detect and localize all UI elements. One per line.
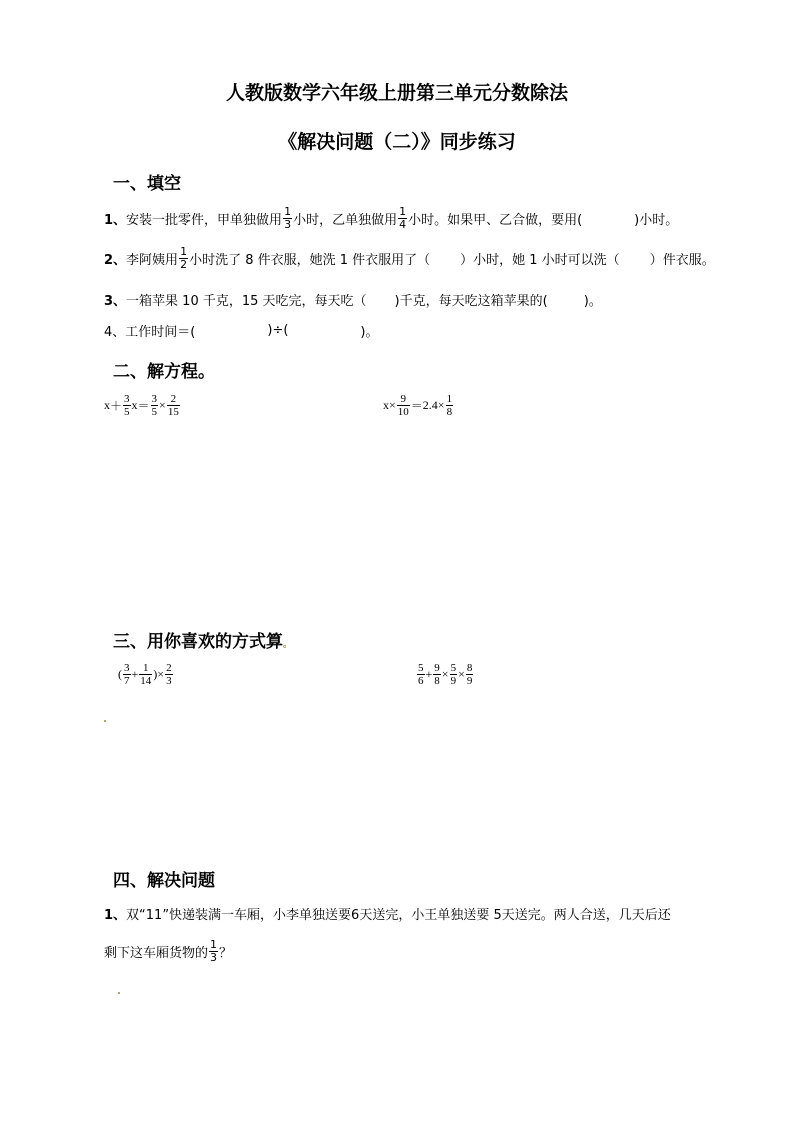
operator: × xyxy=(437,398,445,412)
fraction: $\frac{1}{2}$ xyxy=(180,245,188,271)
section-heading-fill-blank: 一、填空 xyxy=(113,174,181,194)
fraction: $\frac{1}{3}$ xyxy=(210,938,218,964)
fraction: $\frac{5}{6}$ xyxy=(418,662,424,687)
fraction: $\frac{5}{9}$ xyxy=(450,662,457,687)
section-heading-equations: 二、解方程。 xyxy=(113,362,215,382)
question-1-3 xyxy=(104,290,602,309)
expression-1 xyxy=(118,662,174,687)
equation-1 xyxy=(104,393,181,418)
operator: ＝ xyxy=(137,399,150,413)
question-number: 2、 xyxy=(104,253,127,268)
fraction: $\frac{3}{5}$ xyxy=(151,393,158,418)
question-4-1-line1 xyxy=(104,904,671,923)
operator: × xyxy=(159,398,166,412)
question-number: 4、 xyxy=(104,325,126,340)
section-heading-text: 三、用你喜欢的方式算 xyxy=(113,632,283,652)
variable: x xyxy=(131,398,138,412)
question-text: 小时洗了 8 件衣服，她洗 1 件衣服用了（ xyxy=(189,253,431,268)
question-text: )÷( xyxy=(267,323,289,338)
question-text: ）件衣服。 xyxy=(649,253,715,268)
question-text: 李阿姨用 xyxy=(126,253,179,268)
operator: × xyxy=(157,667,165,681)
variable: x xyxy=(104,398,110,412)
paren: ) xyxy=(153,667,158,681)
operator: × xyxy=(389,398,396,412)
fraction: $\frac{1}{8}$ xyxy=(446,393,453,418)
question-text: 小时，乙单独做用 xyxy=(293,213,398,228)
fraction: $\frac{8}{9}$ xyxy=(466,662,473,687)
operator: × xyxy=(441,667,449,681)
fraction: $\frac{1}{4}$ xyxy=(399,205,407,231)
fraction: $\frac{2}{3}$ xyxy=(166,662,172,687)
question-text: 小时。如果甲、乙合做，要用( xyxy=(408,213,583,228)
question-text: )。 xyxy=(583,294,602,309)
question-number: 1、 xyxy=(104,908,127,923)
question-text: 工作时间＝( xyxy=(125,325,196,340)
question-number: 1、 xyxy=(104,213,127,228)
fraction: $\frac{9}{8}$ xyxy=(434,662,440,687)
fraction: $\frac{3}{5}$ xyxy=(124,393,130,418)
question-text: 双“11”快递装满一车厢，小李单独送要6天送完，小王单独送要 5天送完。两人合送，几天后还 xyxy=(126,908,671,923)
operator: × xyxy=(458,667,465,681)
question-1-2 xyxy=(104,246,715,271)
question-1-1 xyxy=(104,206,678,231)
question-text: 一箱苹果 10 千克，15 天吃完，每天吃（ xyxy=(126,294,367,309)
paren: ( xyxy=(118,667,122,681)
section-heading-problem-solving: 四、解决问题 xyxy=(113,871,215,891)
question-number: 3、 xyxy=(104,294,127,309)
expression-2 xyxy=(416,662,474,687)
operator: ＋ xyxy=(110,399,123,413)
fraction: $\frac{3}{7}$ xyxy=(124,662,130,687)
stray-mark xyxy=(118,992,120,994)
question-1-4 xyxy=(104,321,378,340)
heading-dot: 。 xyxy=(283,640,293,650)
question-text: )小时。 xyxy=(634,213,679,228)
question-text: 剩下这车厢货物的 xyxy=(104,946,209,961)
stray-mark xyxy=(104,720,106,722)
question-text: )。 xyxy=(360,325,379,340)
fraction: $\frac{1}{3}$ xyxy=(284,205,292,231)
question-text: )千克，每天吃这箱苹果的( xyxy=(394,294,548,309)
operator: ＝ xyxy=(410,399,423,413)
operator: + xyxy=(425,667,433,681)
question-text: ）小时，她 1 小时可以洗（ xyxy=(460,253,620,268)
question-text: ？ xyxy=(219,946,233,961)
fraction: $\frac{2}{15}$ xyxy=(167,393,179,418)
question-text: 安装一批零件，甲单独做用 xyxy=(126,213,283,228)
operator: + xyxy=(131,667,139,681)
number: 2.4 xyxy=(422,398,438,412)
fraction: $\frac{9}{10}$ xyxy=(397,393,409,418)
equation-2 xyxy=(383,393,454,418)
fraction: $\frac{1}{14}$ xyxy=(140,662,152,687)
page-subtitle: 《解决问题（二）》同步练习 xyxy=(278,131,516,153)
variable: x xyxy=(383,398,389,412)
page-title: 人教版数学六年级上册第三单元分数除法 xyxy=(225,82,568,104)
section-heading-calculate xyxy=(113,627,292,652)
question-4-1-line2 xyxy=(104,939,232,964)
